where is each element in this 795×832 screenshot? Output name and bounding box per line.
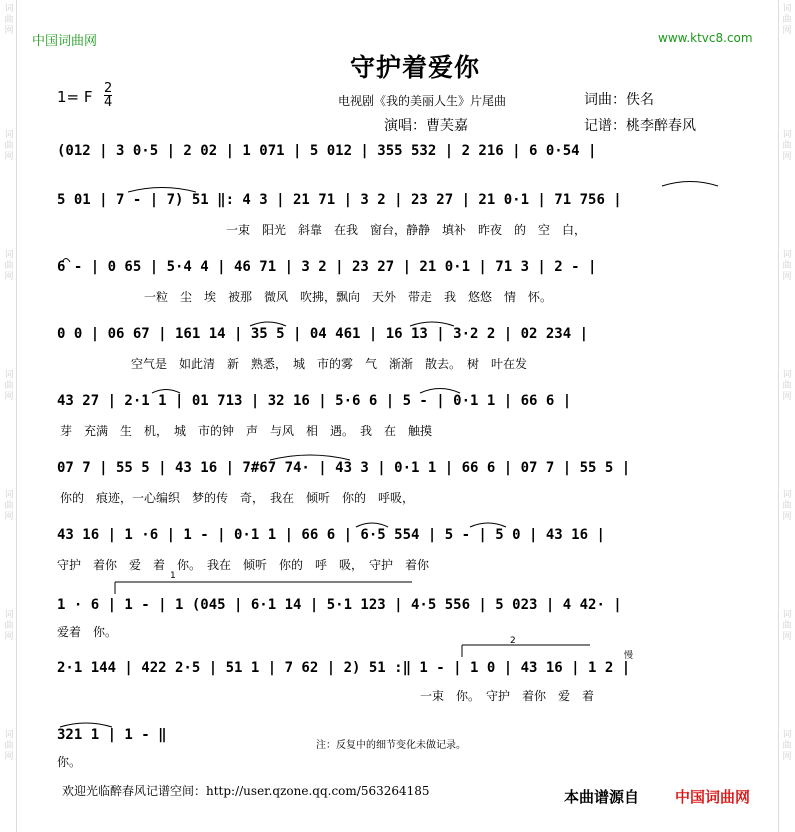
transcription-note: 注：反复中的细节变化未做记录。: [316, 740, 466, 751]
footer-source-site: 中国词曲网: [675, 788, 751, 806]
tempo-mark: 慢: [624, 651, 634, 661]
lyric-line-9: 一束 你。 守护 着你 爱 着: [420, 689, 595, 703]
slur-row-7b: [470, 523, 506, 527]
meter-top: 2: [104, 81, 113, 96]
lyric-line-6: 你的 痕迹，一心编织 梦的传 奇， 我在 倾听 你的 呼吸，: [60, 491, 415, 505]
tie-row-2: [128, 188, 196, 193]
slur-row-4a: [250, 322, 286, 326]
notation-row-10: 321 1 | 1 - ‖: [57, 727, 167, 743]
site-url-right: www.ktvc8.com: [658, 31, 753, 45]
watermark-left-6: 词曲网: [4, 610, 14, 642]
notation-row-8: 1 · 6 | 1 - | 1 (045 | 6·1 14 | 5·1 123 | 4·5 556 | 5 023 | 4 42· |: [57, 597, 622, 613]
watermark-left-3: 词曲网: [4, 250, 14, 282]
watermark-right-4: 词曲网: [782, 370, 792, 402]
watermark-right-5: 词曲网: [782, 490, 792, 522]
watermark-right-6: 词曲网: [782, 610, 792, 642]
lyric-line-4: 空气是 如此清 新 熟悉， 城 市的雾 气 渐渐 散去。 树 叶在发: [131, 357, 528, 371]
lyric-line-3: 一粒 尘 埃 被那 微风 吹拂，飘向 天外 带走 我 悠悠 情 怀。: [144, 290, 553, 304]
watermark-right-3: 词曲网: [782, 250, 792, 282]
notation-row-5: 43 27 | 2·1 1 | 01 713 | 32 16 | 5·6 6 | 5 - | 0·1 1 | 66 6 |: [57, 393, 572, 409]
transcriber-credit: 记谱：桃李醉春风: [584, 118, 696, 134]
volta-1-label: 1: [170, 571, 176, 581]
slur-row-3: [62, 259, 70, 263]
notation-row-7: 43 16 | 1 ·6 | 1 - | 0·1 1 | 66 6 | 6·5 554 | 5 - | 5 0 | 43 16 |: [57, 527, 605, 543]
lyric-line-2: 一束 阳光 斜靠 在我 窗台，静静 填补 昨夜 的 空 白，: [226, 223, 587, 237]
slur-row-5b: [420, 389, 460, 394]
key-signature: 1= F: [57, 88, 93, 106]
watermark-left-5: 词曲网: [4, 490, 14, 522]
footer-welcome: 欢迎光临醉春风记谱空间：http://user.qzone.qq.com/563264185: [62, 784, 430, 798]
lyric-line-7: 守护 着你 爱 着 你。 我在 倾听 你的 呼 吸， 守护 着你: [57, 558, 430, 572]
notation-row-9: 2·1 144 | 422 2·5 | 51 1 | 7 62 | 2) 51 :‖ 1 - | 1 0 | 43 16 | 1 2 |: [57, 660, 631, 676]
footer-source-label: 本曲谱源自: [564, 788, 640, 806]
watermark-right-2: 词曲网: [782, 130, 792, 162]
lyric-line-8: 爱着 你。: [57, 625, 118, 639]
notation-row-2: 5 01 | 7 - | 7) 51 ‖: 4 3 | 21 71 | 3 2 | 23 27 | 21 0·1 | 71 756 |: [57, 192, 622, 208]
slur-row-7a: [356, 523, 388, 527]
notation-row-4: 0 0 | 06 67 | 161 14 | 35 5 | 04 461 | 16 13 | 3·2 2 | 02 234 |: [57, 326, 589, 342]
slur-row-10: [60, 723, 112, 727]
watermark-right-1: 词曲网: [782, 4, 792, 36]
subtitle: 电视剧《我的美丽人生》片尾曲: [338, 94, 507, 108]
notation-row-3: 6 - | 0 65 | 5·4 4 | 46 71 | 3 2 | 23 27 | 21 0·1 | 71 3 | 2 - |: [57, 259, 597, 275]
slur-row-4b: [410, 322, 454, 326]
notation-row-1: (012 | 3 0·5 | 2 02 | 1 071 | 5 012 | 355 532 | 2 216 | 6 0·54 |: [57, 143, 597, 159]
volta-2-label: 2: [510, 636, 516, 646]
watermark-left-4: 词曲网: [4, 370, 14, 402]
slur-row-2: [662, 182, 718, 187]
notation-row-6: 07 7 | 55 5 | 43 16 | 7#67 74· | 43 3 | 0·1 1 | 66 6 | 07 7 | 55 5 |: [57, 460, 631, 476]
singer-credit: 演唱：曹芙嘉: [384, 118, 468, 134]
composer-credit: 词曲：佚名: [584, 92, 654, 108]
site-name-left: 中国词曲网: [32, 34, 98, 49]
slur-row-5a: [152, 390, 180, 394]
watermark-left-2: 词曲网: [4, 130, 14, 162]
lyric-line-10: 你。: [57, 755, 82, 769]
slur-row-6: [270, 455, 350, 460]
meter-bottom: 4: [104, 95, 113, 110]
song-title: 守护着爱你: [350, 53, 481, 82]
watermark-right-7: 词曲网: [782, 730, 792, 762]
lyric-line-5: 芽 充满 生 机， 城 市的钟 声 与风 相 遇。 我 在 触摸: [60, 424, 433, 438]
watermark-left-1: 词曲网: [4, 4, 14, 36]
watermark-left-7: 词曲网: [4, 730, 14, 762]
